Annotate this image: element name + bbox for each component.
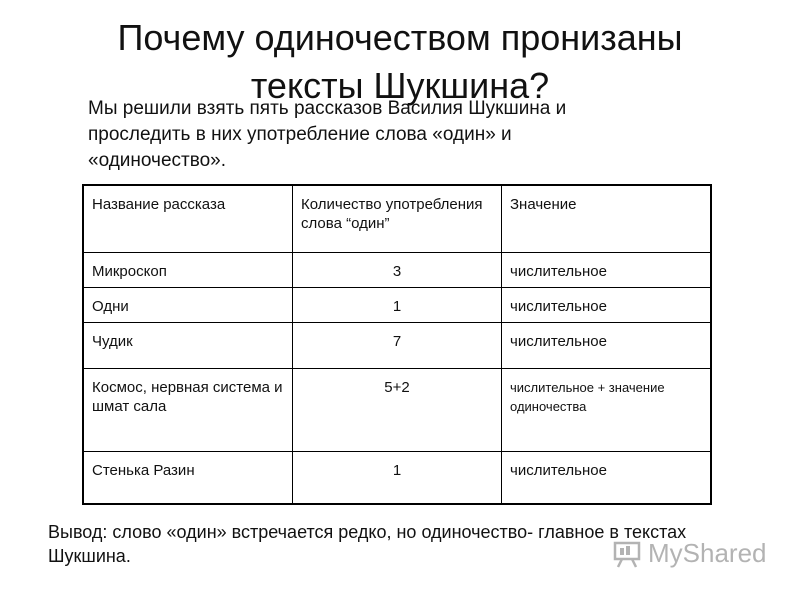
stories-table bbox=[82, 184, 712, 505]
cell-story-title: Космос, нервная система и шмат сала bbox=[83, 369, 293, 452]
table-row bbox=[83, 288, 711, 323]
cell-story-title: Стенька Разин bbox=[83, 452, 293, 505]
cell-meaning: числительное bbox=[502, 288, 712, 323]
header-story-title: Название рассказа bbox=[83, 185, 293, 253]
conclusion-text: Вывод: слово «один» встречается редко, но одиночество- главное в текстах Шукшина. bbox=[48, 522, 687, 566]
table-row bbox=[83, 323, 711, 369]
header-meaning: Значение bbox=[502, 185, 712, 253]
cell-story-title: Чудик bbox=[83, 323, 293, 369]
cell-word-count: 5+2 bbox=[293, 369, 502, 452]
watermark bbox=[612, 538, 767, 569]
table-header-row bbox=[83, 185, 711, 253]
cell-meaning: числительное bbox=[502, 253, 712, 288]
cell-story-title: Одни bbox=[83, 288, 293, 323]
table-row bbox=[83, 452, 711, 505]
cell-meaning: числительное + значение одиночества bbox=[502, 369, 712, 452]
header-word-count: Количество употребления слова “один” bbox=[293, 185, 502, 253]
cell-word-count: 3 bbox=[293, 253, 502, 288]
watermark-text: MyShared bbox=[648, 538, 767, 568]
intro-text: Мы решили взять пять рассказов Василия Шукшина и проследить в них употребление слова «один» и «одиночество». bbox=[88, 98, 567, 171]
table-row bbox=[83, 369, 711, 452]
cell-word-count: 1 bbox=[293, 288, 502, 323]
cell-word-count: 1 bbox=[293, 452, 502, 505]
cell-meaning: числительное bbox=[502, 452, 712, 505]
cell-word-count: 7 bbox=[293, 323, 502, 369]
slide-title: Почему одиночеством пронизаны тексты Шукшина? bbox=[117, 17, 683, 106]
cell-meaning: числительное bbox=[502, 323, 712, 369]
table-row bbox=[83, 253, 711, 288]
presentation-board-icon bbox=[612, 539, 642, 569]
cell-story-title: Микроскоп bbox=[83, 253, 293, 288]
